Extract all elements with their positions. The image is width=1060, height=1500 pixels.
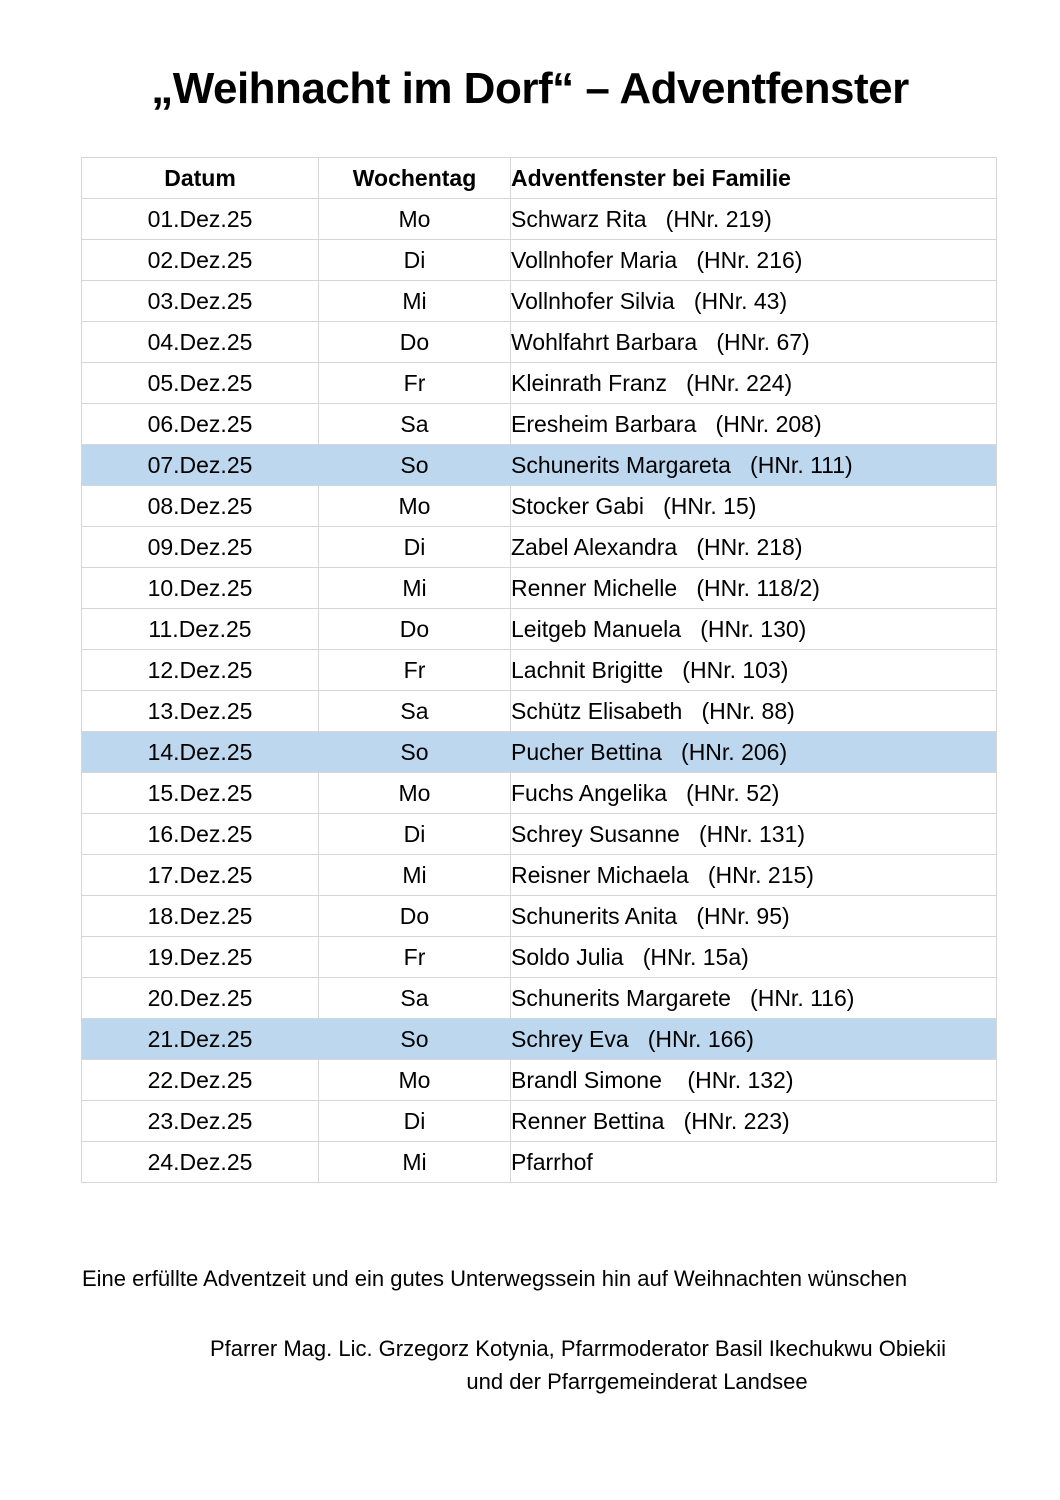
table-row [82,363,997,404]
wochentag-cell: So [319,445,511,486]
wochentag-cell: Di [319,240,511,281]
wochentag-cell: Mi [319,1142,511,1183]
familie-cell: Schunerits Margarete (HNr. 116) [511,978,997,1019]
datum-cell: 09.Dez.25 [82,527,319,568]
table-row [82,404,997,445]
datum-cell: 18.Dez.25 [82,896,319,937]
table-row [82,527,997,568]
signature-line-1: Pfarrer Mag. Lic. Grzegorz Kotynia, Pfarrmoderator Basil Ikechukwu Obiekii [209,1336,947,1361]
familie-cell: Stocker Gabi (HNr. 15) [511,486,997,527]
table-row [82,855,997,896]
datum-cell: 23.Dez.25 [82,1101,319,1142]
table-row [82,609,997,650]
datum-cell: 17.Dez.25 [82,855,319,896]
familie-cell: Leitgeb Manuela (HNr. 130) [511,609,997,650]
familie-cell: Vollnhofer Silvia (HNr. 43) [511,281,997,322]
table-row [82,322,997,363]
datum-cell: 05.Dez.25 [82,363,319,404]
familie-cell: Reisner Michaela (HNr. 215) [511,855,997,896]
wochentag-cell: Sa [319,404,511,445]
table-row [82,281,997,322]
datum-cell: 16.Dez.25 [82,814,319,855]
datum-cell: 14.Dez.25 [82,732,319,773]
table-row [82,1142,997,1183]
wochentag-cell: So [319,1019,511,1060]
table-body [82,199,997,1183]
wochentag-cell: So [319,732,511,773]
familie-cell: Pfarrhof [511,1142,997,1183]
table-row [82,773,997,814]
familie-cell: Renner Bettina (HNr. 223) [511,1101,997,1142]
datum-cell: 22.Dez.25 [82,1060,319,1101]
wochentag-cell: Do [319,896,511,937]
familie-cell: Schunerits Anita (HNr. 95) [511,896,997,937]
wochentag-cell: Mo [319,1060,511,1101]
familie-cell: Schütz Elisabeth (HNr. 88) [511,691,997,732]
signature-line-2: und der Pfarrgemeinderat Landsee [466,1369,808,1394]
familie-cell: Schwarz Rita (HNr. 219) [511,199,997,240]
column-header-familie: Adventfenster bei Familie [511,158,997,199]
wochentag-cell: Mi [319,281,511,322]
table-row [82,568,997,609]
datum-cell: 04.Dez.25 [82,322,319,363]
wochentag-cell: Mo [319,773,511,814]
datum-cell: 15.Dez.25 [82,773,319,814]
wochentag-cell: Fr [319,363,511,404]
table-header-row [82,158,997,199]
datum-cell: 03.Dez.25 [82,281,319,322]
wochentag-cell: Sa [319,978,511,1019]
datum-cell: 12.Dez.25 [82,650,319,691]
datum-cell: 08.Dez.25 [82,486,319,527]
table-row [82,240,997,281]
wochentag-cell: Do [319,322,511,363]
familie-cell: Schrey Susanne (HNr. 131) [511,814,997,855]
datum-cell: 20.Dez.25 [82,978,319,1019]
familie-cell: Kleinrath Franz (HNr. 224) [511,363,997,404]
familie-cell: Vollnhofer Maria (HNr. 216) [511,240,997,281]
table-row [82,896,997,937]
wochentag-cell: Fr [319,650,511,691]
familie-cell: Schrey Eva (HNr. 166) [511,1019,997,1060]
column-header-datum: Datum [82,158,319,199]
datum-cell: 06.Dez.25 [82,404,319,445]
wochentag-cell: Di [319,1101,511,1142]
column-header-wochentag: Wochentag [319,158,511,199]
wochentag-cell: Mo [319,486,511,527]
familie-cell: Soldo Julia (HNr. 15a) [511,937,997,978]
familie-cell: Schunerits Margareta (HNr. 111) [511,445,997,486]
datum-cell: 21.Dez.25 [82,1019,319,1060]
page-title: „Weihnacht im Dorf“ – Adventfenster [151,64,909,113]
familie-cell: Brandl Simone (HNr. 132) [511,1060,997,1101]
familie-cell: Wohlfahrt Barbara (HNr. 67) [511,322,997,363]
wochentag-cell: Sa [319,691,511,732]
familie-cell: Renner Michelle (HNr. 118/2) [511,568,997,609]
signature-block [0,1332,1060,1398]
datum-cell: 07.Dez.25 [82,445,319,486]
table-row [82,1019,997,1060]
table-row [82,978,997,1019]
familie-cell: Fuchs Angelika (HNr. 52) [511,773,997,814]
datum-cell: 24.Dez.25 [82,1142,319,1183]
datum-cell: 13.Dez.25 [82,691,319,732]
familie-cell: Lachnit Brigitte (HNr. 103) [511,650,997,691]
familie-cell: Eresheim Barbara (HNr. 208) [511,404,997,445]
familie-cell: Zabel Alexandra (HNr. 218) [511,527,997,568]
table-row [82,650,997,691]
table-row [82,732,997,773]
wochentag-cell: Mo [319,199,511,240]
datum-cell: 02.Dez.25 [82,240,319,281]
wochentag-cell: Fr [319,937,511,978]
familie-cell: Pucher Bettina (HNr. 206) [511,732,997,773]
table-row [82,937,997,978]
table-row [82,1101,997,1142]
table-row [82,445,997,486]
datum-cell: 19.Dez.25 [82,937,319,978]
table-row [82,814,997,855]
table-row [82,199,997,240]
closing-wish-text: Eine erfüllte Adventzeit und ein gutes Unterwegssein hin auf Weihnachten wünschen [82,1266,908,1291]
datum-cell: 01.Dez.25 [82,199,319,240]
wochentag-cell: Di [319,814,511,855]
datum-cell: 10.Dez.25 [82,568,319,609]
table-row [82,1060,997,1101]
datum-cell: 11.Dez.25 [82,609,319,650]
wochentag-cell: Di [319,527,511,568]
wochentag-cell: Mi [319,568,511,609]
table-row [82,691,997,732]
wochentag-cell: Do [319,609,511,650]
wochentag-cell: Mi [319,855,511,896]
advent-schedule-table [81,157,997,1183]
table-row [82,486,997,527]
